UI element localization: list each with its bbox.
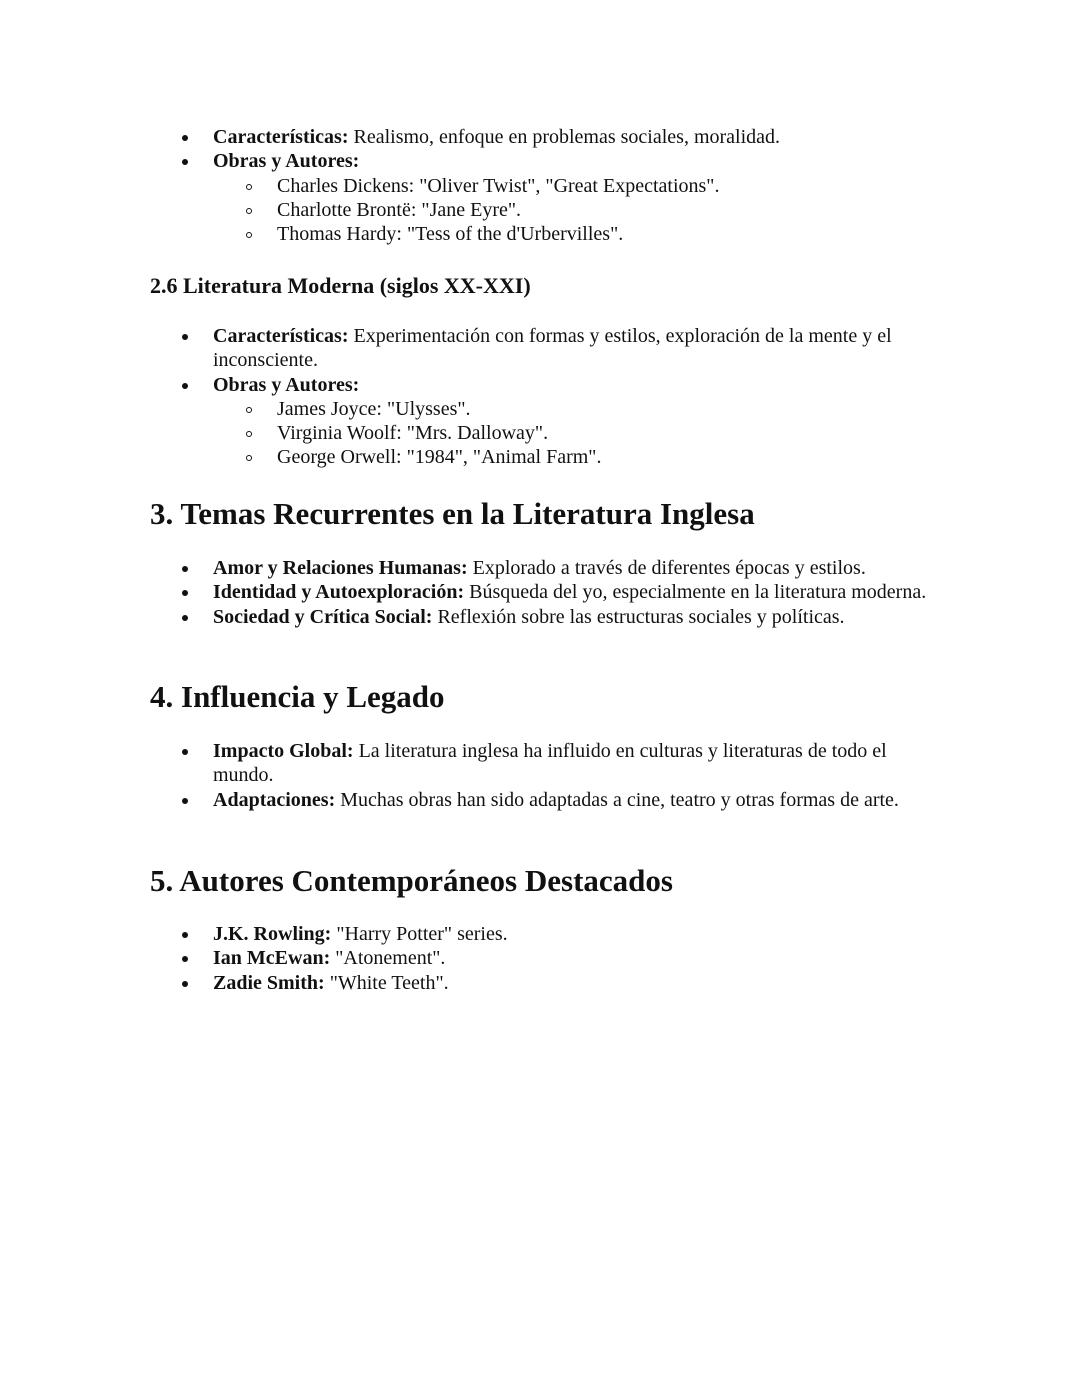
list-item [213,922,933,946]
item-label: Ian McEwan: [213,947,331,970]
list-item [213,125,933,149]
item-label: Obras y Autores: [213,373,360,396]
section-2-5-list [0,125,933,246]
works-list [277,174,933,247]
section-5-list [0,922,933,995]
item-text: Realismo, enfoque en problemas sociales, moralidad. [348,126,781,148]
item-label: Amor y Relaciones Humanas: [213,557,468,579]
item-label: Identidad y Autoexploración: [213,581,465,604]
item-text: "White Teeth". [324,971,449,994]
item-label: Impacto Global: [213,740,354,762]
section-4-list [0,739,933,812]
item-text: Reflexión sobre las estructuras sociales y políticas. [432,605,845,628]
list-item [213,788,933,812]
list-item [213,149,933,246]
list-item [213,580,933,604]
list-item [213,946,933,970]
item-label: Adaptaciones: [213,788,336,811]
item-text: Búsqueda del yo, especialmente en la literatura moderna. [464,581,927,604]
work-item: Thomas Hardy: "Tess of the d'Urbervilles". [277,222,933,246]
section-3-heading: 3. Temas Recurrentes en la Literatura Inglesa [150,496,755,531]
section-3-list [0,556,933,629]
item-label: Características: [213,126,349,148]
work-item: James Joyce: "Ulysses". [277,397,933,421]
item-label: Zadie Smith: [213,971,325,994]
list-item [213,324,933,373]
list-item [213,556,933,580]
item-text: La literatura inglesa ha influido en culturas y literaturas de todo el mundo. [213,740,887,787]
work-item: George Orwell: "1984", "Animal Farm". [277,445,933,469]
list-item [213,605,933,629]
work-item: Virginia Woolf: "Mrs. Dalloway". [277,421,933,445]
section-4-heading: 4. Influencia y Legado [150,679,445,714]
works-list [277,397,933,470]
item-label: Obras y Autores: [213,150,360,173]
section-5-heading: 5. Autores Contemporáneos Destacados [150,863,673,898]
work-item: Charlotte Brontë: "Jane Eyre". [277,198,933,222]
item-text: Muchas obras han sido adaptadas a cine, teatro y otras formas de arte. [335,788,899,811]
section-2-6-heading: 2.6 Literatura Moderna (siglos XX-XXI) [150,273,531,298]
item-text: Experimentación con formas y estilos, exploración de la mente y el inconsciente. [213,325,892,372]
list-item [213,971,933,995]
item-text: "Atonement". [330,947,446,970]
item-text: Explorado a través de diferentes épocas y estilos. [467,557,866,579]
item-label: J.K. Rowling: [213,923,332,945]
section-2-6-list [0,324,933,470]
item-label: Características: [213,325,349,347]
work-item: Charles Dickens: "Oliver Twist", "Great Expectations". [277,174,933,198]
list-item [213,739,933,788]
item-label: Sociedad y Crítica Social: [213,605,433,628]
item-text: "Harry Potter" series. [331,923,508,945]
list-item [213,373,933,470]
